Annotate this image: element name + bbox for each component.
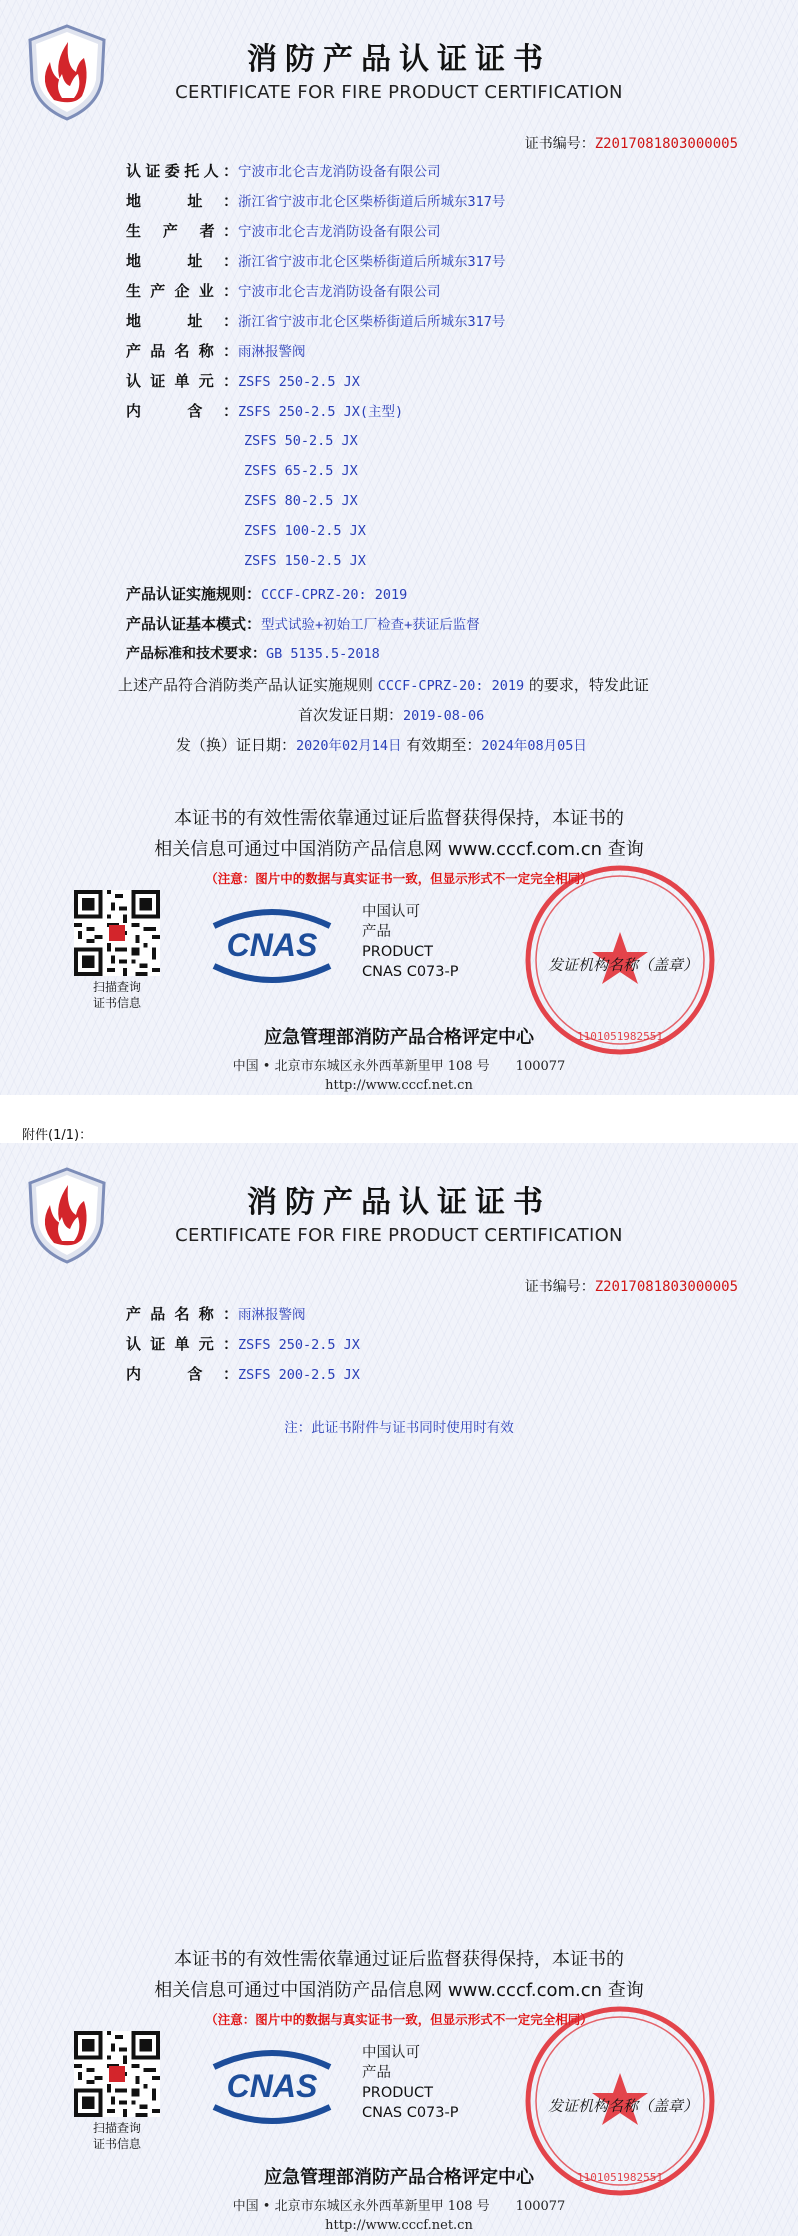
first-issue-date <box>298 704 484 725</box>
attachment-label: 附件(1/1)： <box>22 1128 93 1143</box>
field-value: 宁波市北仑吉龙消防设备有限公司 <box>238 284 441 300</box>
cnas-logo <box>206 2045 338 2127</box>
conformity-statement <box>118 674 649 695</box>
issue-date-value: 2020年02月14日 <box>296 738 402 754</box>
qr-caption-line: 扫描查询 <box>92 980 141 994</box>
field-label: 生 产 者： <box>126 222 238 240</box>
field-value: 浙江省宁波市北仑区柴桥街道后所城东317号 <box>238 314 506 330</box>
validity-line: 相关信息可通过中国消防产品信息网 www.cccf.com.cn 查询 <box>154 1980 644 2001</box>
field-label: 产品认证实施规则： <box>126 585 262 603</box>
certificate-number-label: 证书编号： <box>524 136 595 152</box>
accreditation-block <box>362 902 458 982</box>
field-value: 浙江省宁波市北仑区柴桥街道后所城东317号 <box>238 194 506 210</box>
field-label: 内 含： <box>126 402 238 420</box>
field-value: 宁波市北仑吉龙消防设备有限公司 <box>238 224 441 240</box>
certificate-title: 消防产品认证证书 <box>247 42 551 77</box>
conformity-rule: CCCF-CPRZ-20: 2019 <box>377 678 525 694</box>
issuer-label: 发证机构名称（盖章） <box>548 956 699 974</box>
validity-line: 本证书的有效性需依靠通过证后监督获得保持，本证书的 <box>174 808 624 829</box>
field-label: 产品标准和技术要求： <box>126 646 266 662</box>
display-notice: （注意：图片中的数据与真实证书一致，但显示形式不一定完全相同） <box>205 2012 593 2027</box>
field-manufacturer <box>126 220 441 241</box>
issuing-center-website[interactable]: http://www.cccf.net.cn <box>325 2218 473 2233</box>
field-label: 认证委托人： <box>126 162 238 180</box>
field-factory-address <box>126 310 505 331</box>
field-value: 雨淋报警阀 <box>238 344 306 360</box>
field-applicant <box>126 160 441 181</box>
field-contains <box>126 1363 360 1384</box>
certificate-number-value: Z2017081803000005 <box>594 1279 738 1295</box>
qr-caption-line: 证书信息 <box>92 996 141 1010</box>
issuing-center-website[interactable]: http://www.cccf.net.cn <box>325 1078 473 1093</box>
display-notice: （注意：图片中的数据与真实证书一致，但显示形式不一定完全相同） <box>205 871 593 886</box>
accreditation-line: PRODUCT <box>362 2085 433 2101</box>
accreditation-line: CNAS C073-P <box>362 964 459 980</box>
qr-caption <box>74 2120 160 2152</box>
qr-code[interactable] <box>74 2031 160 2117</box>
accreditation-line: 产品 <box>362 2065 391 2081</box>
field-label: 地 址： <box>126 192 238 210</box>
field-value: ZSFS 250-2.5 JX <box>238 374 360 390</box>
accreditation-line: PRODUCT <box>362 944 433 960</box>
field-value: ZSFS 250-2.5 JX(主型) <box>238 404 404 420</box>
field-manufacturer-address <box>126 250 505 271</box>
seal-number: 1101051982551 <box>576 1030 664 1043</box>
field-label: 地 址： <box>126 252 238 270</box>
issuing-center-name: 应急管理部消防产品合格评定中心 <box>264 1027 534 1048</box>
valid-until-label: 有效期至： <box>406 736 482 754</box>
conformity-suffix: 的要求，特发此证 <box>528 676 649 694</box>
field-mode <box>126 613 480 634</box>
field-value: ZSFS 200-2.5 JX <box>238 1367 360 1383</box>
first-issue-value: 2019-08-06 <box>403 708 485 724</box>
field-rules <box>126 583 407 604</box>
field-label: 地 址： <box>126 312 238 330</box>
field-value: ZSFS 250-2.5 JX <box>238 1337 360 1353</box>
certificate-subtitle: CERTIFICATE FOR FIRE PRODUCT CERTIFICATION <box>175 1225 623 1246</box>
field-label: 生产企业： <box>126 282 238 300</box>
issue-and-expiry <box>176 734 587 755</box>
conformity-prefix: 上述产品符合消防类产品认证实施规则 <box>118 676 374 694</box>
field-cert-unit <box>126 1333 360 1354</box>
certificate-page-2 <box>0 1143 798 2236</box>
field-product-name <box>126 340 306 361</box>
cnas-logo-text: CNAS <box>226 2068 318 2104</box>
issuing-center-address: 中国 • 北京市东城区永外西革新里甲 108 号 100077 <box>232 1059 566 1074</box>
field-value: GB 5135.5-2018 <box>266 646 380 662</box>
field-value: 型式试验+初始工厂检查+获证后监督 <box>261 617 480 633</box>
issuing-center-name: 应急管理部消防产品合格评定中心 <box>264 2167 534 2188</box>
first-issue-label: 首次发证日期： <box>298 706 404 724</box>
field-standard <box>126 643 380 663</box>
field-label: 产品名称： <box>126 1305 238 1323</box>
qr-caption-line: 证书信息 <box>92 2137 141 2151</box>
qr-code[interactable] <box>74 890 160 976</box>
field-value: CCCF-CPRZ-20: 2019 <box>261 587 408 603</box>
certificate-title: 消防产品认证证书 <box>247 1185 551 1220</box>
certificate-subtitle: CERTIFICATE FOR FIRE PRODUCT CERTIFICATION <box>175 82 623 103</box>
validity-statement <box>0 1944 798 2006</box>
validity-line: 本证书的有效性需依靠通过证后监督获得保持，本证书的 <box>174 1949 624 1970</box>
field-label: 认证单元： <box>126 1335 238 1353</box>
validity-statement <box>0 803 798 865</box>
certificate-number <box>525 1276 738 1296</box>
seal-number: 1101051982551 <box>576 2171 664 2184</box>
certificate-page-1 <box>0 0 798 1095</box>
accreditation-line: CNAS C073-P <box>362 2105 459 2121</box>
field-factory <box>126 280 441 301</box>
qr-caption <box>74 979 160 1011</box>
accreditation-line: 产品 <box>362 924 391 940</box>
contained-model: ZSFS 80-2.5 JX <box>244 493 358 509</box>
cnas-logo-text: CNAS <box>226 927 318 963</box>
certificate-number-label: 证书编号： <box>524 1279 595 1295</box>
field-applicant-address <box>126 190 505 211</box>
cnas-logo <box>206 904 338 986</box>
issue-date-label: 发（换）证日期： <box>176 736 297 754</box>
field-label: 内 含： <box>126 1365 238 1383</box>
field-cert-unit <box>126 370 360 391</box>
issuer-label: 发证机构名称（盖章） <box>548 2097 699 2115</box>
validity-line: 相关信息可通过中国消防产品信息网 www.cccf.com.cn 查询 <box>154 839 644 860</box>
attachment-note: 注：此证书附件与证书同时使用时有效 <box>284 1420 514 1436</box>
field-value: 雨淋报警阀 <box>238 1307 306 1323</box>
field-contains <box>126 400 403 421</box>
contained-model: ZSFS 150-2.5 JX <box>244 553 366 569</box>
field-label: 认证单元： <box>126 372 238 390</box>
certificate-number <box>525 133 738 153</box>
field-value: 宁波市北仑吉龙消防设备有限公司 <box>238 164 441 180</box>
field-label: 产品认证基本模式： <box>126 615 262 633</box>
field-product-name <box>126 1303 306 1324</box>
issuing-center-address: 中国 • 北京市东城区永外西革新里甲 108 号 100077 <box>232 2199 566 2214</box>
certificate-number-value: Z2017081803000005 <box>594 136 738 152</box>
accreditation-line: 中国认可 <box>362 2045 420 2061</box>
qr-caption-line: 扫描查询 <box>92 2121 141 2135</box>
valid-until-value: 2024年08月05日 <box>481 738 587 754</box>
field-label: 产品名称： <box>126 342 238 360</box>
contained-model: ZSFS 65-2.5 JX <box>244 463 358 479</box>
contained-model: ZSFS 100-2.5 JX <box>244 523 366 539</box>
contained-model: ZSFS 50-2.5 JX <box>244 433 358 449</box>
accreditation-line: 中国认可 <box>362 904 420 920</box>
field-value: 浙江省宁波市北仑区柴桥街道后所城东317号 <box>238 254 506 270</box>
accreditation-block <box>362 2043 458 2123</box>
